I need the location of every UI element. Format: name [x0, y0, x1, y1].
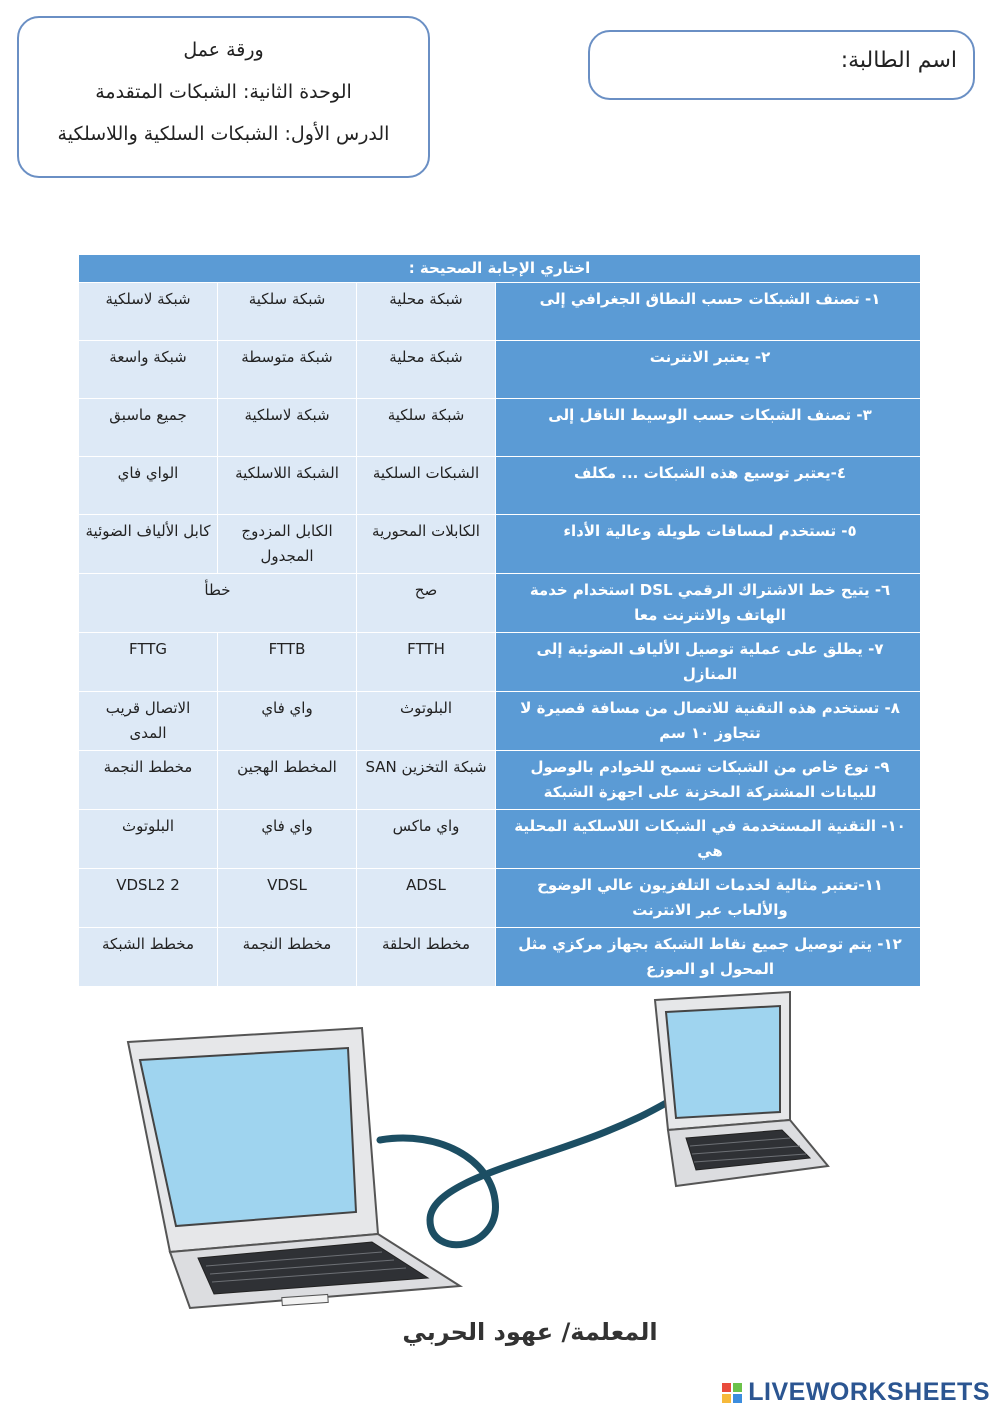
brand-name: LIVEWORKSHEETS — [748, 1378, 990, 1406]
question-text: ٤-يعتبر توسيع هذه الشبكات ... مكلف — [496, 457, 921, 515]
answer-option[interactable]: VDSL — [218, 869, 357, 928]
answer-option[interactable]: شبكة سلكية — [357, 399, 496, 457]
worksheet-label: ورقة عمل — [183, 39, 264, 61]
answer-option[interactable]: شبكة محلية — [357, 283, 496, 341]
lesson-title: الدرس الأول: الشبكات السلكية واللاسلكية — [57, 123, 390, 145]
student-name-field[interactable] — [588, 30, 975, 100]
student-name-label: اسم الطالبة: — [840, 48, 957, 73]
question-text: ٥- تستخدم لمسافات طويلة وعالية الأداء — [496, 515, 921, 574]
quiz-instruction: اختاري الإجابة الصحيحة : — [79, 255, 921, 283]
answer-option[interactable]: خطأ — [79, 574, 357, 633]
answer-option[interactable]: شبكة لاسلكية — [218, 399, 357, 457]
answer-option[interactable]: كابل الألياف الضوئية — [79, 515, 218, 574]
question-text: ٨- تستخدم هذه التقنية للاتصال من مسافة قصيرة لا تتجاوز ١٠ سم — [496, 692, 921, 751]
answer-option[interactable]: الاتصال قريب المدى — [79, 692, 218, 751]
question-row — [79, 810, 921, 869]
question-text: ٢- يعتبر الانترنت — [496, 341, 921, 399]
answer-option[interactable]: واي فاي — [218, 692, 357, 751]
answer-option[interactable]: شبكة لاسلكية — [79, 283, 218, 341]
answer-option[interactable]: جميع ماسبق — [79, 399, 218, 457]
answer-option[interactable]: الكابلات المحورية — [357, 515, 496, 574]
question-text: ١٢- يتم توصيل جميع نقاط الشبكة بجهاز مركزي مثل المحول او الموزع — [496, 928, 921, 987]
question-row — [79, 633, 921, 692]
question-row — [79, 283, 921, 341]
answer-option[interactable]: الشبكات السلكية — [357, 457, 496, 515]
question-text: ٩- نوع خاص من الشبكات تسمح للخوادم بالوصول للبيانات المشتركة المخزنة على اجهزة الشبكة — [496, 751, 921, 810]
answer-option[interactable]: البلوتوث — [357, 692, 496, 751]
answer-option[interactable]: شبكة محلية — [357, 341, 496, 399]
answer-option[interactable]: البلوتوث — [79, 810, 218, 869]
question-row — [79, 928, 921, 987]
network-cable — [380, 1090, 690, 1245]
answer-option[interactable]: المخطط الهجين — [218, 751, 357, 810]
answer-option[interactable]: مخطط النجمة — [218, 928, 357, 987]
question-text: ١- تصنف الشبكات حسب النطاق الجغرافي إلى — [496, 283, 921, 341]
question-row — [79, 574, 921, 633]
question-row — [79, 457, 921, 515]
question-text: ٧- يطلق على عملية توصيل الألياف الضوئية إلى المنازل — [496, 633, 921, 692]
answer-option[interactable]: شبكة واسعة — [79, 341, 218, 399]
question-row — [79, 341, 921, 399]
unit-title: الوحدة الثانية: الشبكات المتقدمة — [95, 81, 352, 103]
networked-laptops-illustration — [110, 990, 880, 1310]
answer-option[interactable]: مخطط النجمة — [79, 751, 218, 810]
answer-option[interactable]: صح — [357, 574, 496, 633]
answer-option[interactable]: الشبكة اللاسلكية — [218, 457, 357, 515]
liveworksheets-logo-icon — [722, 1383, 742, 1403]
question-text: ١١-تعتبر مثالية لخدمات التلفزيون عالي الوضوح والألعاب عبر الانترنت — [496, 869, 921, 928]
answer-option[interactable]: شبكة التخزين SAN — [357, 751, 496, 810]
answer-option[interactable]: FTTG — [79, 633, 218, 692]
answer-option[interactable]: FTTH — [357, 633, 496, 692]
question-row — [79, 399, 921, 457]
answer-option[interactable]: شبكة متوسطة — [218, 341, 357, 399]
question-row — [79, 869, 921, 928]
question-row — [79, 515, 921, 574]
liveworksheets-brand[interactable] — [722, 1378, 990, 1407]
answer-option[interactable]: مخطط الشبكة — [79, 928, 218, 987]
answer-option[interactable]: مخطط الحلقة — [357, 928, 496, 987]
worksheet-title-box — [17, 16, 430, 178]
quiz-table — [78, 254, 921, 987]
question-row — [79, 692, 921, 751]
laptop-right-icon — [655, 992, 828, 1186]
answer-option[interactable]: FTTB — [218, 633, 357, 692]
answer-option[interactable]: VDSL2 2 — [79, 869, 218, 928]
teacher-signature: المعلمة/ عهود الحربي — [402, 1318, 658, 1346]
laptop-left-icon — [128, 1028, 460, 1308]
answer-option[interactable]: ADSL — [357, 869, 496, 928]
answer-option[interactable]: شبكة سلكية — [218, 283, 357, 341]
answer-option[interactable]: الكابل المزدوج المجدول — [218, 515, 357, 574]
question-row — [79, 751, 921, 810]
question-text: ٣- تصنف الشبكات حسب الوسيط الناقل إلى — [496, 399, 921, 457]
answer-option[interactable]: الواي فاي — [79, 457, 218, 515]
question-text: ١٠- التقنية المستخدمة في الشبكات اللاسلكية المحلية هي — [496, 810, 921, 869]
question-text: ٦- يتيح خط الاشتراك الرقمي DSL استخدام خدمة الهاتف والانترنت معا — [496, 574, 921, 633]
answer-option[interactable]: واي ماكس — [357, 810, 496, 869]
answer-option[interactable]: واي فاي — [218, 810, 357, 869]
